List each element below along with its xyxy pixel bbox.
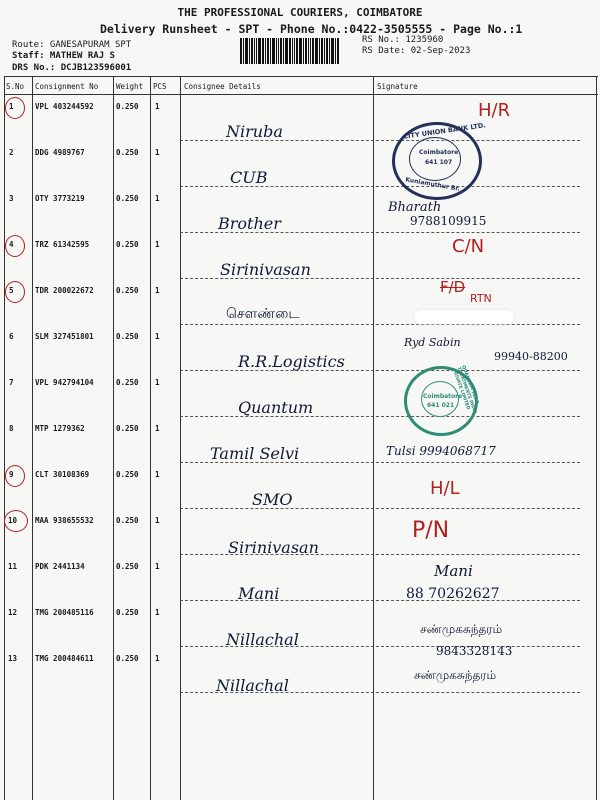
handwritten-signature: 88 70262627 (406, 586, 500, 602)
barcode-image (240, 38, 358, 64)
row-pcs: 1 (155, 562, 160, 571)
handwritten-consignee: Niruba (226, 122, 283, 141)
handwritten-signature: சண்முகசுந்தரம் (420, 622, 503, 636)
handwritten-consignee: Sirinivasan (228, 538, 319, 557)
rs-date: RS Date: 02-Sep-2023 (362, 46, 471, 56)
row-pcs: 1 (155, 516, 160, 525)
row-sno: 1 (9, 102, 14, 111)
row-weight: 0.250 (116, 378, 139, 387)
bank-stamp-name: CITY UNION BANK LTD. (402, 121, 487, 141)
handwritten-remark: H/R (478, 100, 511, 121)
red-circle-mark (4, 510, 28, 532)
row-pcs: 1 (155, 194, 160, 203)
row-consignment: MTP 1279362 (35, 424, 85, 433)
row-pcs: 1 (155, 102, 160, 111)
handwritten-remark: F/D (440, 278, 466, 296)
col-header-pcs: PCS (153, 82, 167, 91)
row-sno: 2 (9, 148, 14, 157)
row-weight: 0.250 (116, 148, 139, 157)
row-separator (180, 324, 580, 325)
row-sno: 6 (9, 332, 14, 341)
row-consignment: TMG 200484611 (35, 654, 94, 663)
company-stamp-pin: 641 021 (427, 402, 455, 409)
runsheet-subtitle: Delivery Runsheet - SPT - Phone No.:0422-3505555 - Page No.:1 (100, 22, 523, 36)
row-sno: 11 (8, 562, 18, 571)
col-header-sno: S.No (6, 82, 25, 91)
row-sno: 8 (9, 424, 14, 433)
row-sno: 9 (9, 470, 14, 479)
row-consignment: DDG 4989767 (35, 148, 85, 157)
row-pcs: 1 (155, 378, 160, 387)
row-weight: 0.250 (116, 654, 139, 663)
row-sno: 5 (9, 286, 14, 295)
handwritten-remark: H/L (430, 478, 460, 499)
table-row (0, 559, 600, 605)
handwritten-signature: Bharath (388, 200, 442, 215)
handwritten-remark: RTN (470, 292, 492, 305)
row-sno: 7 (9, 378, 14, 387)
row-consignment: MAA 938655532 (35, 516, 94, 525)
row-weight: 0.250 (116, 470, 139, 479)
row-weight: 0.250 (116, 516, 139, 525)
table-row (0, 191, 600, 237)
row-consignment: TDR 200022672 (35, 286, 94, 295)
table-header-border (4, 94, 598, 95)
row-sno: 12 (8, 608, 18, 617)
bank-stamp-branch: Kuniamuthur Br. (404, 176, 461, 193)
company-stamp (404, 366, 478, 436)
bank-stamp-pin: 641 107 (425, 159, 453, 166)
table-row (0, 467, 600, 513)
company-title: THE PROFESSIONAL COURIERS, COIMBATORE (177, 6, 423, 19)
col-header-consignment: Consignment No (35, 82, 99, 91)
table-row (0, 145, 600, 191)
row-pcs: 1 (155, 654, 160, 663)
handwritten-consignee: CUB (230, 168, 268, 187)
handwritten-consignee: Tamil Selvi (210, 444, 300, 463)
row-consignment: CLT 30108369 (35, 470, 90, 479)
row-consignment: TMG 200485116 (35, 608, 94, 617)
col-header-weight: Weight (116, 82, 144, 91)
row-consignment: VPL 403244592 (35, 102, 94, 111)
row-sno: 13 (8, 654, 18, 663)
table-top-border (4, 76, 598, 77)
handwritten-consignee: Sirinivasan (220, 260, 311, 279)
row-pcs: 1 (155, 240, 160, 249)
row-weight: 0.250 (116, 424, 139, 433)
route-label: Route: GANESAPURAM SPT (12, 40, 132, 50)
row-pcs: 1 (155, 608, 160, 617)
company-stamp-name: QUANTUM HEAT TREATMENTS INDIA PRIVATE LIMITED (450, 365, 479, 415)
row-weight: 0.250 (116, 562, 139, 571)
red-circle-mark (5, 97, 25, 119)
drs-number: DRS No.: DCJB123596001 (12, 63, 132, 73)
handwritten-consignee: Mani (238, 584, 280, 603)
row-weight: 0.250 (116, 332, 139, 341)
row-pcs: 1 (155, 424, 160, 433)
row-sno: 10 (8, 516, 18, 525)
bank-stamp-city: Coimbatore (419, 149, 459, 156)
handwritten-signature: சண்முகசுந்தரம் (414, 668, 497, 682)
handwritten-remark: C/N (452, 236, 485, 257)
handwritten-signature: Ryd Sabin (404, 336, 461, 349)
row-consignment: SLM 327451801 (35, 332, 94, 341)
handwritten-consignee: R.R.Logistics (238, 352, 345, 371)
handwritten-consignee: சௌண்டை (226, 306, 300, 322)
row-consignment: TRZ 61342595 (35, 240, 90, 249)
handwritten-signature: 9843328143 (436, 644, 513, 658)
handwritten-signature: 99940-88200 (494, 350, 568, 363)
red-circle-mark (5, 235, 25, 257)
handwritten-consignee: Brother (218, 214, 281, 233)
handwritten-consignee: Nillachal (226, 630, 299, 649)
bank-stamp (392, 121, 487, 200)
company-stamp-city: Coimbatore (423, 393, 463, 400)
row-pcs: 1 (155, 148, 160, 157)
handwritten-signature: Tulsi 9994068717 (386, 444, 496, 458)
staff-label: Staff: MATHEW RAJ S (12, 51, 115, 61)
row-pcs: 1 (155, 286, 160, 295)
row-sno: 4 (9, 240, 14, 249)
red-circle-mark (5, 281, 25, 303)
correction-mark (414, 310, 514, 324)
col-header-signature: Signature (377, 82, 418, 91)
row-pcs: 1 (155, 470, 160, 479)
col-header-consignee: Consignee Details (184, 82, 261, 91)
row-sno: 3 (9, 194, 14, 203)
row-weight: 0.250 (116, 102, 139, 111)
rs-number: RS No.: 1235960 (362, 35, 444, 45)
handwritten-remark: P/N (412, 518, 450, 543)
row-consignment: OTY 3773219 (35, 194, 85, 203)
table-row (0, 421, 600, 467)
row-weight: 0.250 (116, 194, 139, 203)
row-weight: 0.250 (116, 240, 139, 249)
handwritten-consignee: SMO (252, 490, 293, 509)
row-consignment: VPL 942794104 (35, 378, 94, 387)
handwritten-consignee: Nillachal (216, 676, 289, 695)
row-separator (180, 508, 580, 509)
row-pcs: 1 (155, 332, 160, 341)
row-weight: 0.250 (116, 608, 139, 617)
row-consignment: PDK 2441134 (35, 562, 85, 571)
handwritten-consignee: Quantum (238, 398, 314, 417)
red-circle-mark (5, 465, 25, 487)
handwritten-signature: Mani (434, 562, 473, 580)
handwritten-signature: 9788109915 (410, 214, 487, 228)
row-weight: 0.250 (116, 286, 139, 295)
